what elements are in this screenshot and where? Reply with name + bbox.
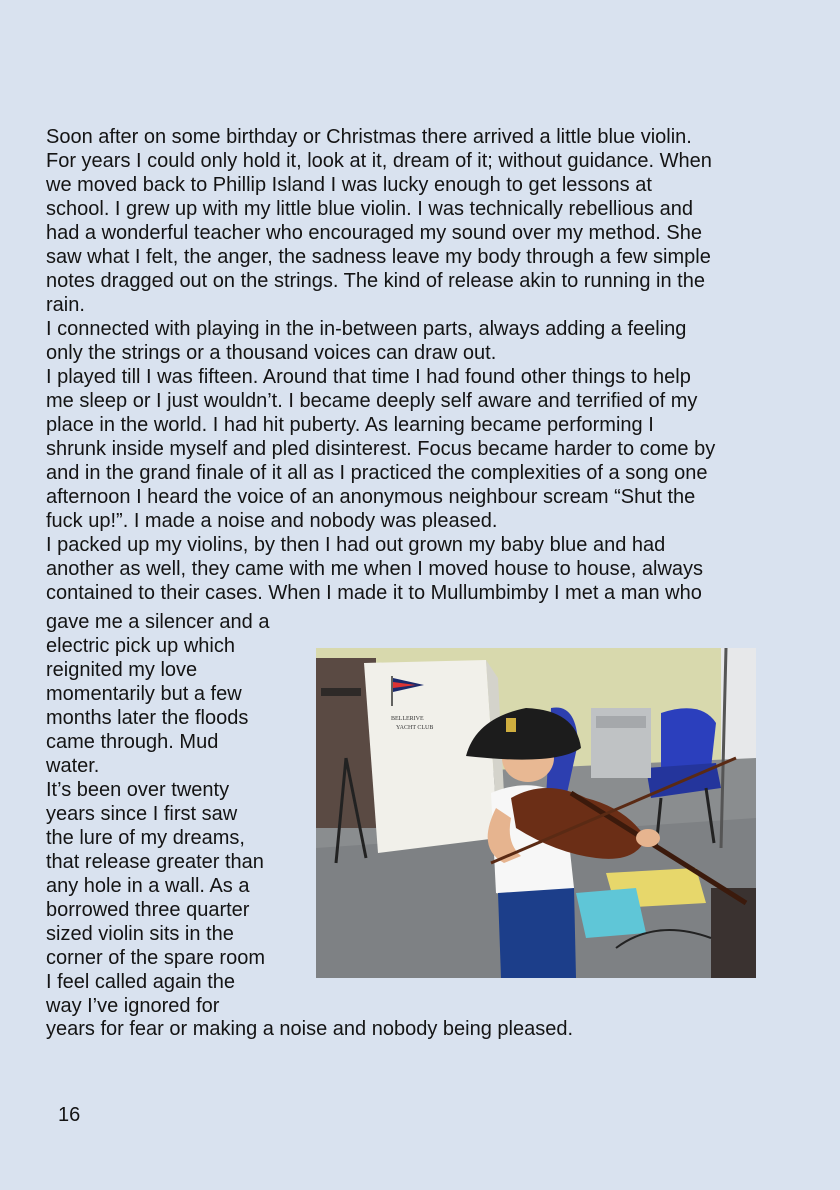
text-line: electric pick up which	[46, 635, 235, 657]
text-line: me sleep or I just wouldn’t. I became deeply self aware and terrified of my	[46, 390, 698, 412]
text-line: way I’ve ignored for	[46, 995, 220, 1017]
text-line: rain.	[46, 294, 85, 316]
text-line: Soon after on some birthday or Christmas there arrived a little blue violin.	[46, 126, 692, 148]
page-number: 16	[58, 1104, 81, 1126]
text-line: shrunk inside myself and pled disinterest. Focus became harder to come by	[46, 438, 716, 460]
paragraph-1	[46, 125, 806, 317]
text-line: that release greater than	[46, 851, 264, 873]
text-line: came through. Mud	[46, 731, 219, 753]
violin-photo	[316, 648, 756, 978]
text-line: I packed up my violins, by then I had out grown my baby blue and had	[46, 534, 666, 556]
text-line: the lure of my dreams,	[46, 827, 245, 849]
text-line: momentarily but a few	[46, 683, 242, 705]
text-line: sized violin sits in the	[46, 923, 234, 945]
closing-line: years for fear or making a noise and nobody being pleased.	[46, 1018, 574, 1040]
text-line: For years I could only hold it, look at it, dream of it; without guidance. When	[46, 150, 712, 172]
text-line: saw what I felt, the anger, the sadness leave my body through a few simple	[46, 246, 711, 268]
paragraph-4	[46, 533, 806, 605]
photo-illustration	[316, 648, 756, 978]
text-line: years since I first saw	[46, 803, 238, 825]
text-line: only the strings or a thousand voices can draw out.	[46, 342, 497, 364]
sign-line-2: YACHT CLUB	[396, 725, 434, 731]
text-line: water.	[46, 755, 100, 777]
text-line: had a wonderful teacher who encouraged my sound over my method. She	[46, 222, 702, 244]
text-line: place in the world. I had hit puberty. As learning became performing I	[46, 414, 654, 436]
text-line: corner of the spare room	[46, 947, 265, 969]
text-line: any hole in a wall. As a	[46, 875, 250, 897]
text-line: contained to their cases. When I made it to Mullumbimby I met a man who	[46, 582, 702, 604]
paragraph-3	[46, 365, 806, 533]
text-line: notes dragged out on the strings. The kind of release akin to running in the	[46, 270, 705, 292]
text-line: gave me a silencer and a	[46, 611, 270, 633]
text-line: fuck up!”. I made a noise and nobody was pleased.	[46, 510, 498, 532]
sign-line-1: BELLERIVE	[391, 716, 424, 722]
text-line: I connected with playing in the in-between parts, always adding a feeling	[46, 318, 687, 340]
text-line: I played till I was fifteen. Around that time I had found other things to help	[46, 366, 691, 388]
text-line: and in the grand finale of it all as I practiced the complexities of a song one	[46, 462, 708, 484]
text-line: we moved back to Phillip Island I was lucky enough to get lessons at	[46, 174, 652, 196]
text-line: another as well, they came with me when I moved house to house, always	[46, 558, 704, 580]
text-line: It’s been over twenty	[46, 779, 230, 801]
text-line: months later the floods	[46, 707, 249, 729]
paragraph-2	[46, 317, 806, 365]
text-line: I feel called again the	[46, 971, 236, 993]
text-line: borrowed three quarter	[46, 899, 250, 921]
text-line: afternoon I heard the voice of an anonymous neighbour scream “Shut the	[46, 486, 696, 508]
text-line: reignited my love	[46, 659, 198, 681]
text-line: school. I grew up with my little blue violin. I was technically rebellious and	[46, 198, 693, 220]
wrapped-text-column	[46, 610, 306, 1018]
